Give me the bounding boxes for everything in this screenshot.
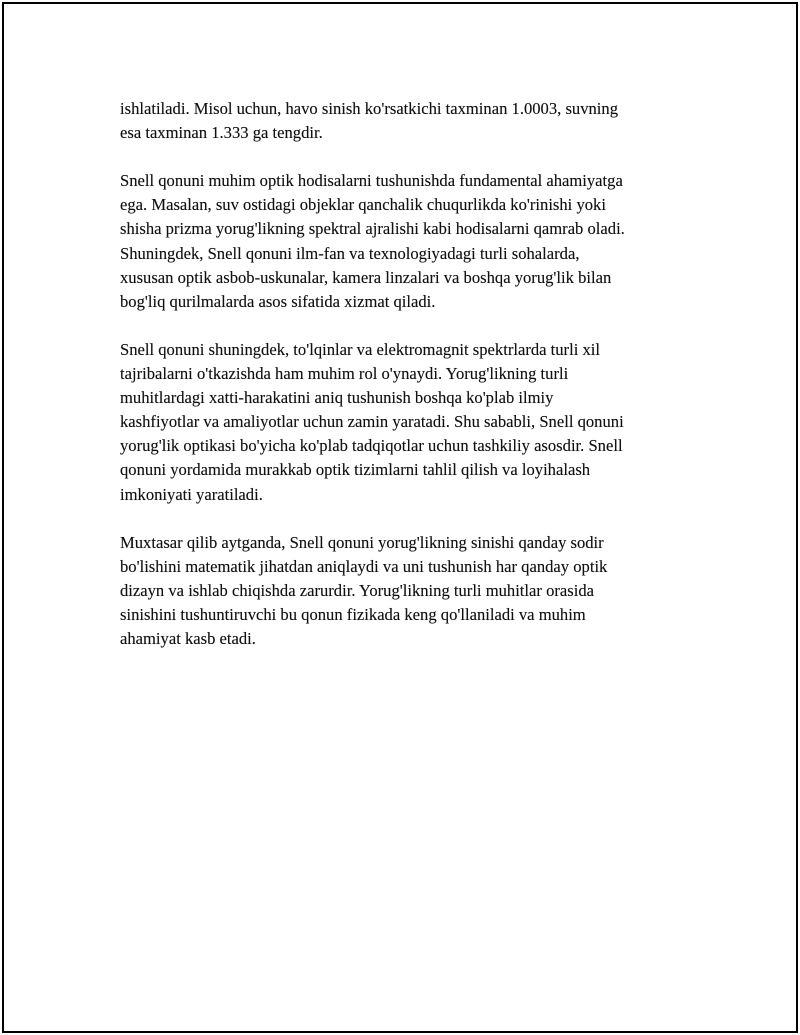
text-line: xususan optik asbob-uskunalar, kamera linzalari va boshqa yorug'lik bilan [120, 267, 612, 287]
text-line: esa taxminan 1.333 ga tengdir. [120, 123, 323, 143]
text-line: Snell qonuni muhim optik hodisalarni tushunishda fundamental ahamiyatga [120, 171, 623, 191]
text-line: yorug'lik optikasi bo'yicha ko'plab tadqiqotlar uchun tashkiliy asosdir. Snell [120, 436, 623, 456]
text-line: qonuni yordamida murakkab optik tizimlarni tahlil qilish va loyihalash [120, 460, 591, 480]
text-line: Snell qonuni shuningdek, to'lqinlar va elektromagnit spektrlarda turli xil [120, 339, 600, 359]
paragraph-3 [120, 338, 690, 507]
text-line: bog'liq qurilmalarda asos sifatida xizmat qiladi. [120, 291, 436, 311]
text-line: shisha prizma yorug'likning spektral ajralishi kabi hodisalarni qamrab oladi. [120, 219, 625, 239]
paragraph-2 [120, 169, 690, 314]
text-line: dizayn va ishlab chiqishda zarurdir. Yorug'likning turli muhitlar orasida [120, 580, 594, 600]
text-line: sinishini tushuntiruvchi bu qonun fizikada keng qo'llaniladi va muhim [120, 604, 586, 624]
text-line: muhitlardagi xatti-harakatini aniq tushunish boshqa ko'plab ilmiy [120, 388, 554, 408]
paragraph-1 [120, 97, 690, 145]
text-line: ega. Masalan, suv ostidagi objeklar qanchalik chuqurlikda ko'rinishi yoki [120, 195, 606, 215]
text-line: bo'lishini matematik jihatdan aniqlaydi va uni tushunish har qanday optik [120, 556, 608, 576]
document-page [2, 2, 798, 1033]
text-line: Muxtasar qilib aytganda, Snell qonuni yorug'likning sinishi qanday sodir [120, 532, 604, 552]
text-line: ishlatiladi. Misol uchun, havo sinish ko'rsatkichi taxminan 1.0003, suvning [120, 99, 618, 118]
document-body [120, 97, 690, 675]
text-line: Shuningdek, Snell qonuni ilm-fan va texnologiyadagi turli sohalarda, [120, 243, 580, 263]
text-line: ahamiyat kasb etadi. [120, 629, 256, 649]
text-line: tajribalarni o'tkazishda ham muhim rol o'ynaydi. Yorug'likning turli [120, 364, 569, 384]
text-line: imkoniyati yaratiladi. [120, 484, 263, 504]
paragraph-4 [120, 531, 690, 651]
text-line: kashfiyotlar va amaliyotlar uchun zamin yaratadi. Shu sababli, Snell qonuni [120, 412, 624, 432]
